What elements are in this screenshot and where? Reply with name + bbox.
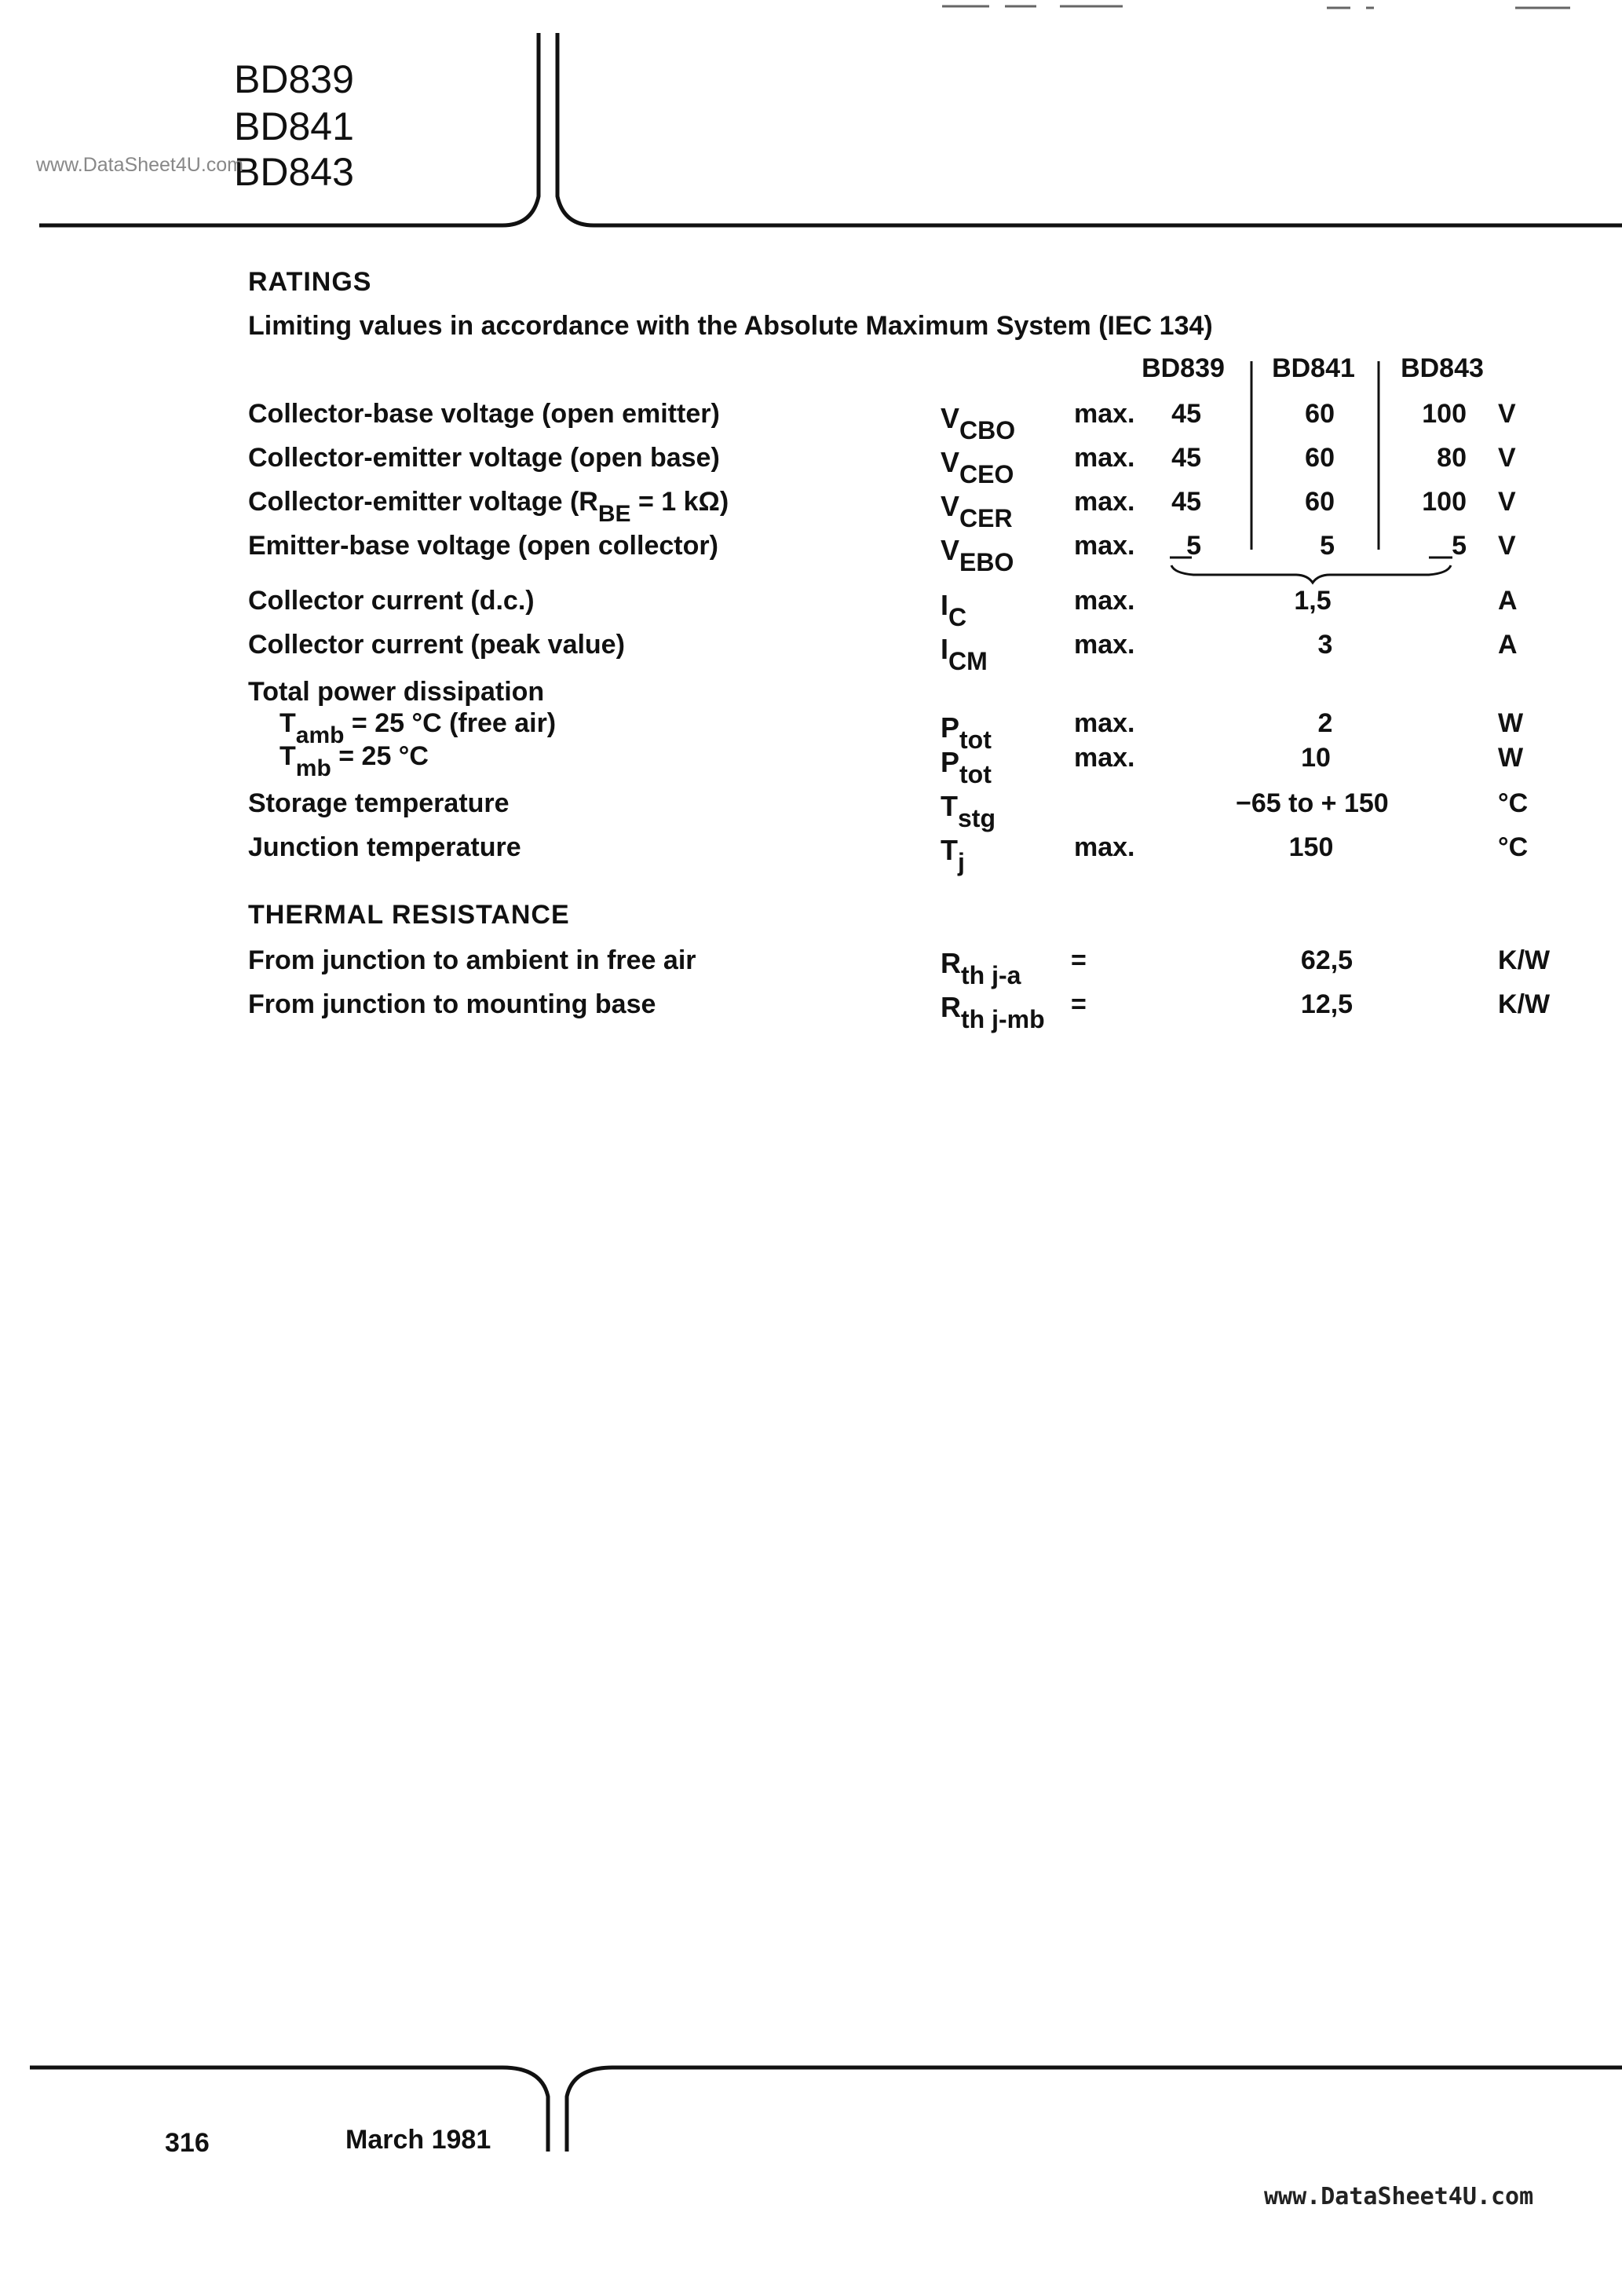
row-vceo-bd841: 60: [1305, 443, 1335, 473]
row-vceo-bd843: 80: [1437, 443, 1467, 473]
row-vceo-symbol: $V_{CEO}$: [941, 446, 1014, 488]
ratings-title: RATINGS: [248, 267, 372, 297]
power-row-1-condition: $T_{amb} = 25$ °C (free air): [279, 708, 557, 748]
thermal-row-2-qualifier: =: [1071, 989, 1087, 1019]
row-vcbo-symbol: $V_{CBO}$: [941, 402, 1016, 444]
row-ic-symbol: $I_C$: [941, 589, 967, 631]
thermal-row-1-label: From junction to ambient in free air: [248, 945, 696, 975]
row-vcer-bd841: 60: [1305, 487, 1335, 517]
row-vcer-qualifier: max.: [1074, 487, 1135, 517]
column-header-bd839: BD839: [1142, 353, 1225, 383]
power-row-2-unit: W: [1498, 743, 1524, 773]
row-vcer-bd839: 45: [1171, 487, 1201, 517]
row-ic-unit: A: [1498, 586, 1518, 616]
row-icm-symbol: $I_{CM}$: [941, 633, 988, 675]
column-header-bd841: BD841: [1272, 353, 1355, 383]
row-vceo-qualifier: max.: [1074, 443, 1135, 473]
junction-value: 150: [1288, 832, 1334, 862]
thermal-row-2-unit: K/W: [1498, 989, 1551, 1019]
row-vcbo-unit: V: [1498, 399, 1516, 429]
row-vebo-symbol: $V_{EBO}$: [941, 534, 1014, 576]
part-number-1: BD839: [234, 57, 354, 101]
thermal-title: THERMAL RESISTANCE: [248, 900, 570, 930]
storage-symbol: $T_{stg}$: [941, 790, 995, 832]
row-vcer-unit: V: [1498, 487, 1516, 517]
junction-label: Junction temperature: [248, 832, 521, 862]
power-label: Total power dissipation: [248, 677, 545, 707]
storage-label: Storage temperature: [248, 788, 510, 818]
row-icm-value: 3: [1317, 630, 1333, 660]
thermal-row-2-label: From junction to mounting base: [248, 989, 656, 1019]
row-ic-value: 1,5: [1294, 586, 1332, 616]
power-row-1-symbol: $P_{tot}$: [941, 711, 992, 754]
ratings-subtitle: Limiting values in accordance with the Absolute Maximum System (IEC 134): [248, 311, 1213, 341]
thermal-row-1-symbol: $R_{th j-a}$: [941, 947, 1021, 989]
power-row-1-value: 2: [1317, 708, 1333, 738]
junction-unit: °C: [1498, 832, 1529, 862]
page-number: 316: [165, 2128, 210, 2158]
row-icm-label: Collector current (peak value): [248, 630, 625, 660]
row-vcbo-bd843: 100: [1422, 399, 1467, 429]
footer-watermark: www.DataSheet4U.com: [1264, 2183, 1534, 2210]
power-row-2-qualifier: max.: [1074, 743, 1135, 773]
power-row-1-unit: W: [1498, 708, 1524, 738]
storage-unit: °C: [1498, 788, 1529, 818]
power-row-2-condition: $T_{mb} = 25$ °C: [279, 741, 429, 781]
thermal-row-1-unit: K/W: [1498, 945, 1551, 975]
row-icm-qualifier: max.: [1074, 630, 1135, 660]
row-vebo-bd841: 5: [1320, 531, 1335, 561]
row-vcer-symbol: $V_{CER}$: [941, 490, 1013, 532]
row-vebo-bd839: 5: [1186, 531, 1201, 561]
thermal-row-2-value: 12,5: [1300, 989, 1353, 1019]
power-row-1-qualifier: max.: [1074, 708, 1135, 738]
thermal-row-1-qualifier: =: [1071, 945, 1087, 975]
row-icm-unit: A: [1498, 630, 1518, 660]
part-number-3: BD843: [234, 150, 354, 194]
row-vebo-qualifier: max.: [1074, 531, 1135, 561]
junction-qualifier: max.: [1074, 832, 1135, 862]
row-vcer-label: Collector-emitter voltage ($R_{BE} = 1$ kΩ): [248, 487, 729, 527]
row-vcbo-bd839: 45: [1171, 399, 1201, 429]
header-watermark: www.DataSheet4U.com: [36, 154, 244, 176]
row-vebo-label: Emitter-base voltage (open collector): [248, 531, 718, 561]
column-header-bd843: BD843: [1401, 353, 1484, 383]
row-vceo-unit: V: [1498, 443, 1516, 473]
row-vcbo-label: Collector-base voltage (open emitter): [248, 399, 720, 429]
row-vceo-bd839: 45: [1171, 443, 1201, 473]
row-vcer-bd843: 100: [1422, 487, 1467, 517]
row-ic-label: Collector current (d.c.): [248, 586, 535, 616]
row-vebo-unit: V: [1498, 531, 1516, 561]
row-vceo-label: Collector-emitter voltage (open base): [248, 443, 720, 473]
row-vcbo-qualifier: max.: [1074, 399, 1135, 429]
row-vcbo-bd841: 60: [1305, 399, 1335, 429]
thermal-row-2-symbol: $R_{th j-mb}$: [941, 991, 1045, 1033]
storage-value: −65 to + 150: [1236, 788, 1389, 818]
part-number-2: BD841: [234, 104, 354, 148]
junction-symbol: $T_j$: [941, 834, 965, 876]
row-vebo-bd843: 5: [1452, 531, 1467, 561]
power-row-2-symbol: $P_{tot}$: [941, 746, 992, 788]
footer-date: March 1981: [345, 2125, 491, 2155]
row-ic-qualifier: max.: [1074, 586, 1135, 616]
power-row-2-value: 10: [1301, 743, 1331, 773]
thermal-row-1-value: 62,5: [1300, 945, 1353, 975]
